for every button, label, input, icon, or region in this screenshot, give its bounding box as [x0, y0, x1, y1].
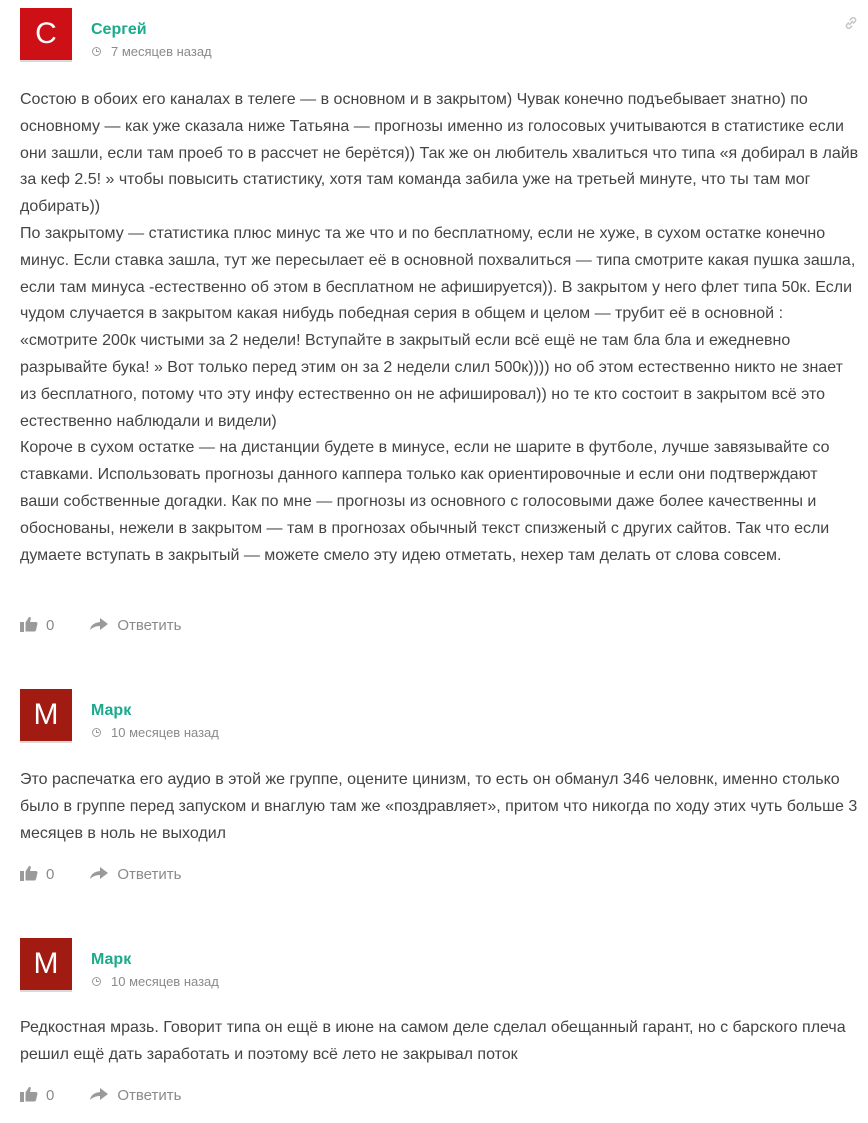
comment	[20, 8, 860, 648]
comment-author[interactable]: Сергей	[91, 21, 147, 38]
comment-text	[20, 1015, 860, 1069]
comment-actions	[20, 614, 181, 638]
reply-button[interactable]: Ответить	[117, 866, 182, 883]
comment-time-text: 7 месяцев назад	[111, 44, 212, 59]
comment	[20, 689, 860, 899]
comment-paragraph: Состою в обоих его каналах в телеге — в основном и в закрытом) Чувак конечно подъебывает знатно) по основному — как уже сказала ниже Татьяна — прогнозы именно из голосовых учитываются в статистике если они зашли, если там проеб то в рассчет не берётся)) Так же он любитель хвалиться что типа «я добирал в лайв за кеф 2.5! » чтобы повысить статистику, хотя там команда забила уже на третьей минуте, что ты там мог добирать))	[20, 91, 859, 216]
comment-actions	[20, 1084, 181, 1108]
avatar: М	[20, 689, 72, 743]
reply-arrow-icon[interactable]	[89, 617, 109, 631]
comment-time-text: 10 месяцев назад	[111, 974, 219, 989]
comment-paragraph: Это распечатка его аудио в этой же группе, оцените цинизм, то есть он обманул 346 человнк, именно столько было в группе перед запуском и внаглую там же «поздравляет», притом что никогда по ходу этих чуть больше 3 месяцев в ноль не выходил	[20, 771, 858, 842]
thumbs-up-icon[interactable]	[20, 1086, 38, 1102]
avatar: М	[20, 938, 72, 992]
comment-paragraph: Редкостная мразь. Говорит типа он ещё в июне на самом деле сделал обещанный гарант, но с барского плеча решил ещё дать заработать и поэтому всё лето не закрывал поток	[20, 1019, 846, 1063]
thumbs-up-icon[interactable]	[20, 865, 38, 881]
comment-time-text: 10 месяцев назад	[111, 725, 219, 740]
thumbs-up-icon[interactable]	[20, 616, 38, 632]
clock-icon	[92, 728, 101, 737]
comment-time	[92, 974, 219, 990]
reply-arrow-icon[interactable]	[89, 866, 109, 880]
reply-button[interactable]: Ответить	[117, 617, 182, 634]
link-icon[interactable]	[844, 16, 858, 30]
comment-paragraph: Короче в сухом остатке — на дистанции будете в минусе, если не шарите в футболе, лучше завязывайте со ставками. Использовать прогнозы данного каппера только как ориентировочные и если они подтверждают ваши собственные догадки. Как по мне — прогнозы из основного с голосовыми даже более качественны и обоснованы, нежели в закрытом — там в прогнозах обычный текст спизженый с других сайтов. Так что если думаете вступать в закрытый — можете смело эту идею отметать, нехер там делать от слова совсем.	[20, 439, 830, 564]
clock-icon	[92, 977, 101, 986]
comment-author[interactable]: Марк	[91, 951, 132, 968]
comment-text	[20, 767, 860, 847]
comment-paragraph: По закрытому — статистика плюс минус та же что и по бесплатному, если не хуже, в сухом остатке конечно минус. Если ставка зашла, тут же пересылает её в основной похвалиться — типа смотрите какая пушка зашла, если там минуса -естественно об этом в бесплатном не афишируется)). В закрытом у него флет типа 50к. Если чудом случается в закрытом какая нибудь победная серия в общем и целом — трубит её в основной : «смотрите 200к чистыми за 2 недели! Вступайте в закрытый если всё ещё не там бла бла и ежедневно разрывайте бука! » Вот только перед этим он за 2 недели слил 500к)))) но об этом естественно никто не знает из бесплатного, потому что эту инфу естественно он не афишировал)) но те кто состоит в закрытом всё это естественно наблюдали и видели)	[20, 224, 856, 430]
comment-author[interactable]: Марк	[91, 702, 132, 719]
clock-icon	[92, 47, 101, 56]
like-count: 0	[46, 1087, 55, 1104]
like-count: 0	[46, 866, 55, 883]
comment-time	[92, 725, 219, 741]
comment-time	[92, 44, 212, 60]
reply-arrow-icon[interactable]	[89, 1087, 109, 1101]
reply-button[interactable]: Ответить	[117, 1087, 182, 1104]
comment-actions	[20, 863, 181, 887]
comment	[20, 938, 860, 1118]
avatar: С	[20, 8, 72, 62]
like-count: 0	[46, 617, 55, 634]
comment-text	[20, 87, 860, 569]
